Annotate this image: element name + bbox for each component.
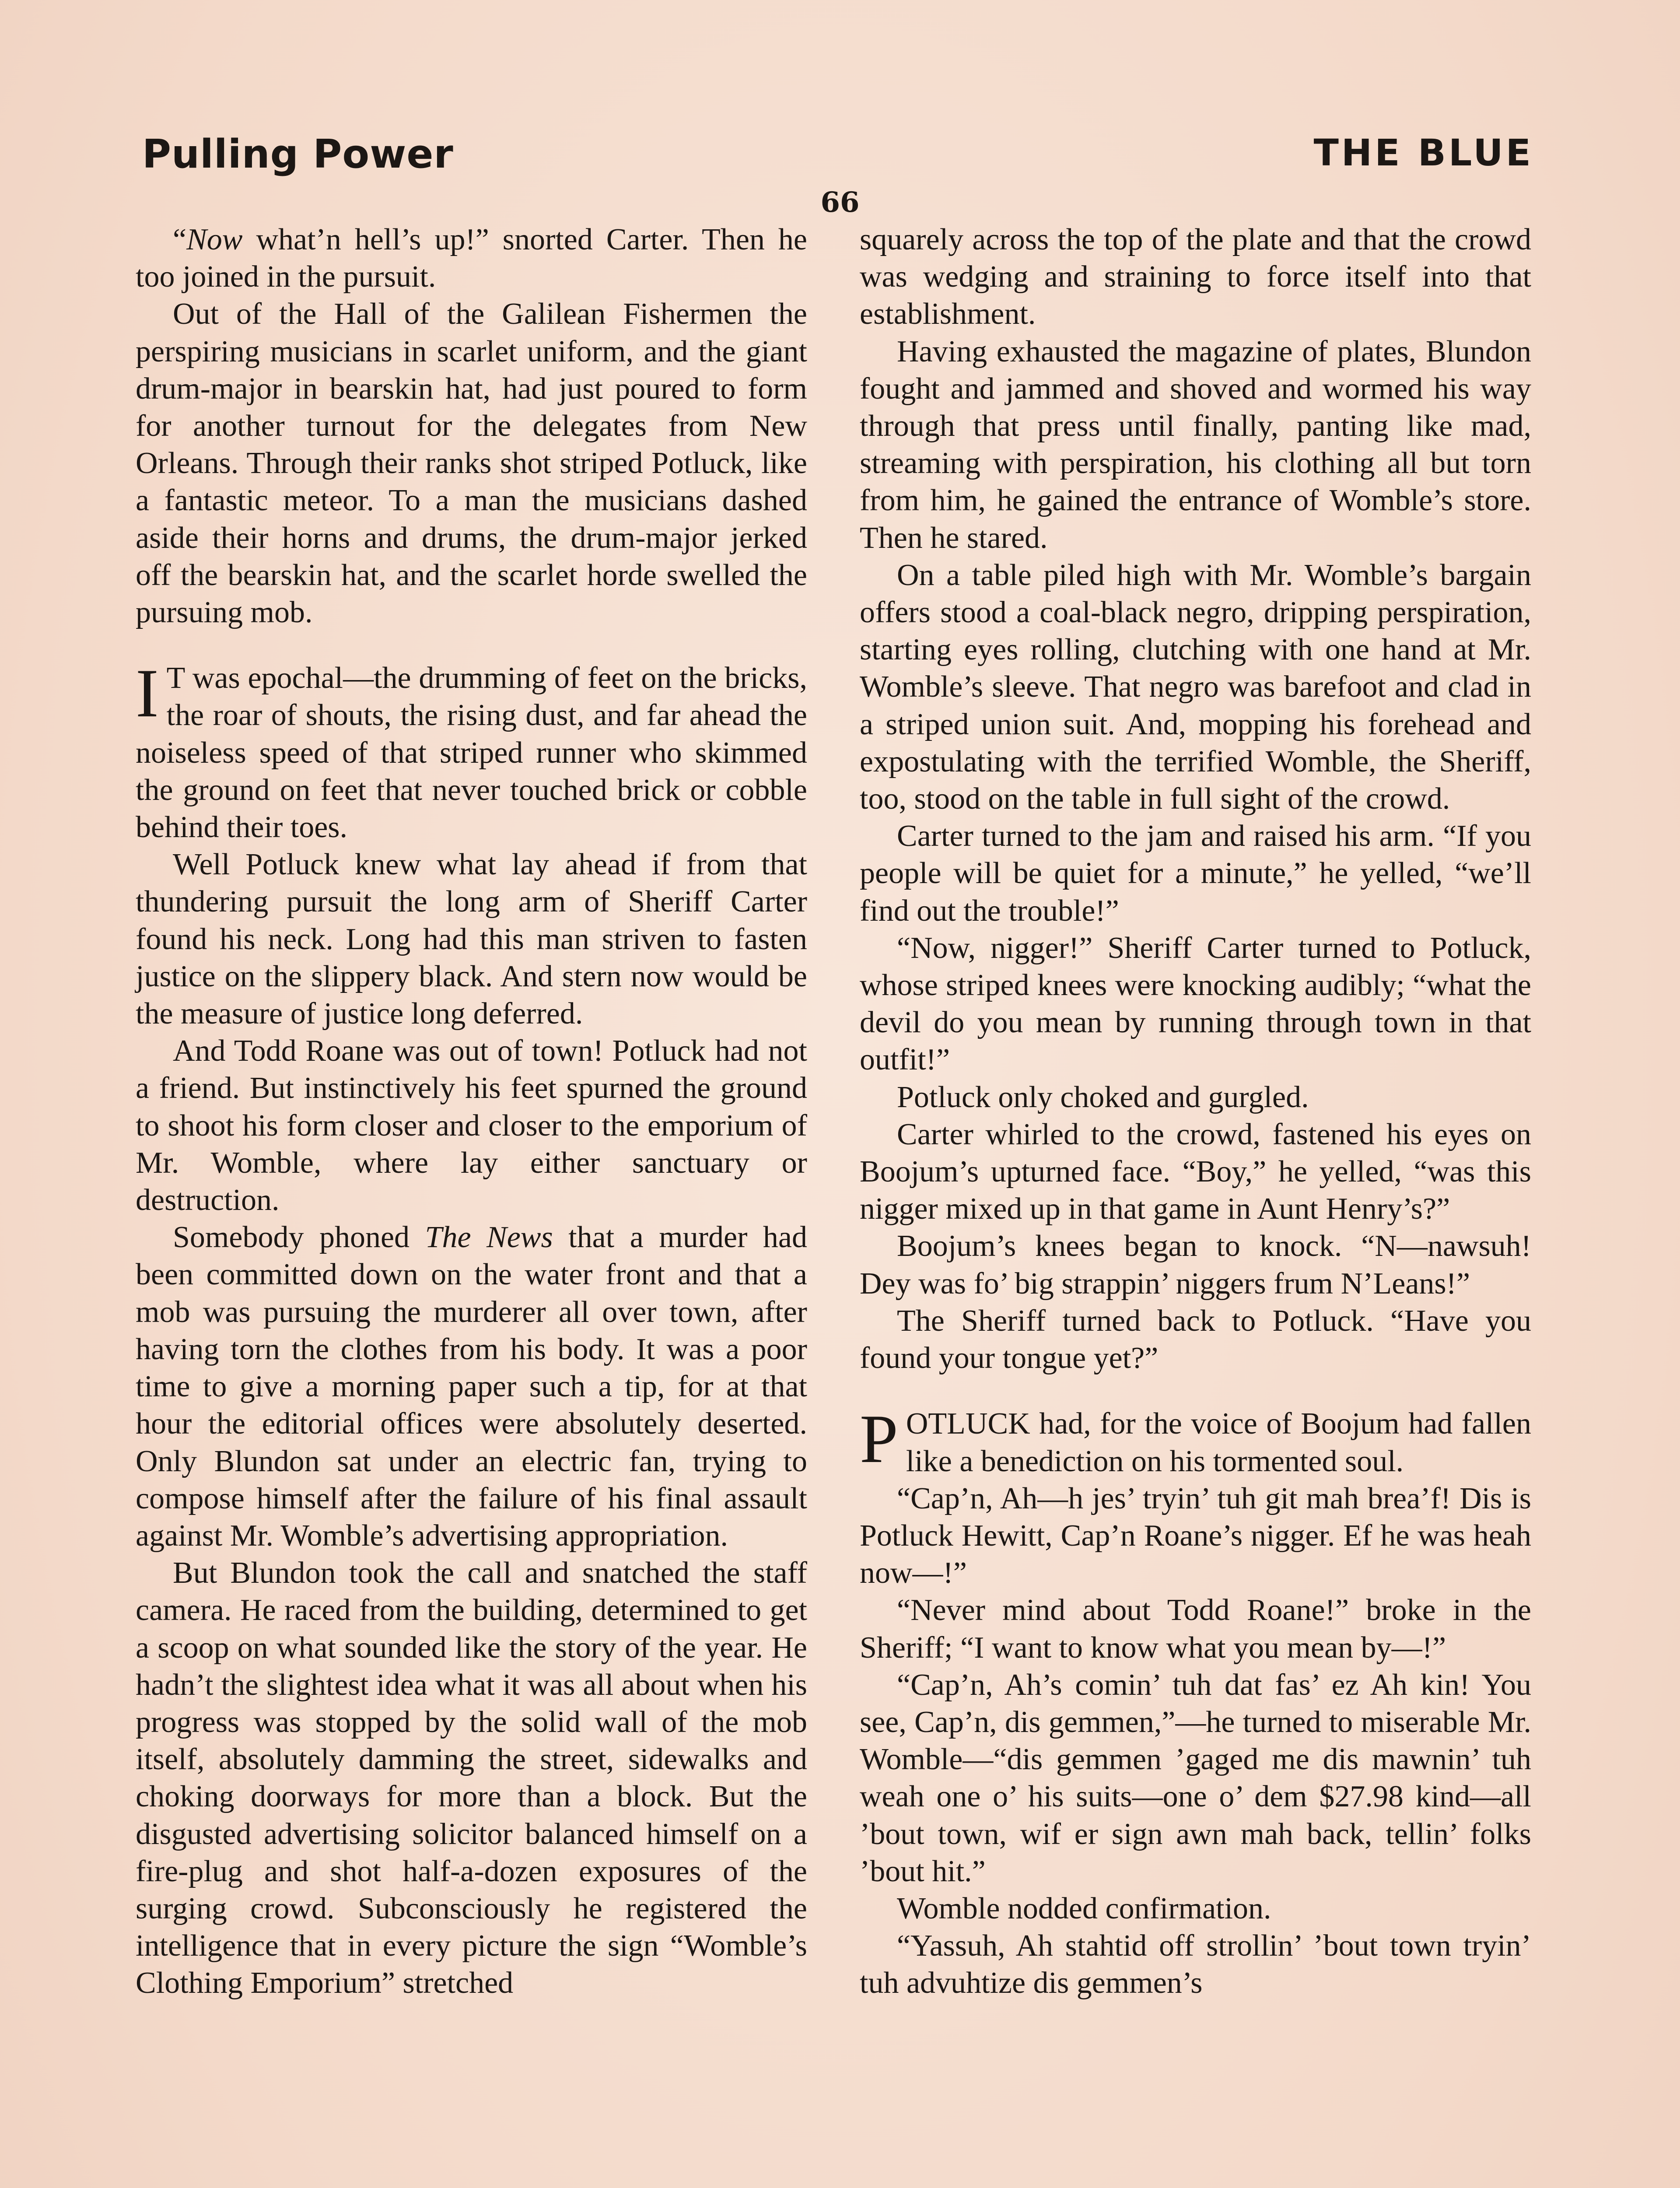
paragraph-text: Somebody phoned: [173, 1220, 425, 1255]
newspaper-title: The News: [425, 1220, 553, 1255]
paragraph: Having exhausted the magazine of plates, Blundon fought and jammed and shoved and wormed his way through that press until finally, panting like mad, streaming with perspiration, his clothing all but torn from him, he gained the entrance of Womble’s store. Then he stared.: [860, 334, 1531, 555]
left-column: [136, 221, 807, 2002]
drop-cap: P: [860, 1401, 898, 1478]
paragraph-text: what’n hell’s up!” snorted Carter. Then he too joined in the pursuit.: [136, 223, 807, 294]
paragraph: “Yassuh, Ah stahtid off strollin’ ’bout town tryin’ tuh advuhtize dis gemmen’s: [860, 1929, 1531, 2000]
paragraph: Boojum’s knees began to knock. “N—nawsuh! Dey was fo’ big strappin’ niggers frum N’Leans!”: [860, 1229, 1531, 1301]
paragraph: Carter whirled to the crowd, fastened his eyes on Boojum’s upturned face. “Boy,” he yelled, “was this nigger mixed up in that game in Aunt Henry’s?”: [860, 1117, 1531, 1226]
paragraph: Out of the Hall of the Galilean Fishermen the perspiring musicians in scarlet uniform, and the giant drum-major in bearskin hat, had just poured to form for another turnout for the delegates from New Orleans. Through their ranks shot striped Potluck, like a fantastic meteor. To a man the musicians dashed aside their horns and drums, the drum-major jerked off the bearskin hat, and the scarlet horde swelled the pursuing mob.: [136, 297, 807, 630]
paragraph: On a table piled high with Mr. Womble’s bargain offers stood a coal-black negro, dripping perspiration, starting eyes rolling, clutching with one hand at Mr. Womble’s sleeve. That negro was barefoot and clad in a striped union suit. And, mopping his forehead and expostulating with the terrified Womble, the Sheriff, too, stood on the table in full sight of the crowd.: [860, 558, 1531, 816]
paragraph: Womble nodded confirmation.: [897, 1891, 1271, 1925]
paragraph-text: OTLUCK had, for the voice of Boojum had fallen like a benediction on his tormented soul.: [906, 1407, 1531, 1478]
emphasis: Now: [186, 223, 243, 256]
page-number: 66: [820, 186, 860, 219]
paragraph: Potluck only choked and gurgled.: [897, 1080, 1309, 1114]
running-head-magazine: THE BLUE: [1313, 131, 1533, 174]
paragraph-text: that a murder had been committed down on the water front and that a mob was pursuing the murderer all over town, after having torn the clothes from his body. It was a poor time to give a morning paper such a tip, for at that hour the editorial offices were absolutely deserted. Only Blundon sat under an electric fan, trying to compose himself after the failure of his final assault against Mr. Womble’s advertising appropriation.: [136, 1220, 807, 1553]
paragraph: And Todd Roane was out of town! Potluck had not a friend. But instinctively his feet spurned the ground to shoot his form closer and closer to the emporium of Mr. Womble, where lay either sanctuary or destruction.: [136, 1034, 807, 1217]
paragraph: The Sheriff turned back to Potluck. “Have you found your tongue yet?”: [860, 1304, 1531, 1375]
paragraph: “Never mind about Todd Roane!” broke in the Sheriff; “I want to know what you mean by—!”: [860, 1593, 1531, 1665]
paragraph-dropcap: [136, 655, 807, 846]
paragraph: [136, 1219, 807, 1554]
paragraph: squarely across the top of the plate and that the crowd was wedging and straining to force itself into that establishment.: [860, 223, 1531, 331]
paragraph: Carter turned to the jam and raised his arm. “If you people will be quiet for a minute,” he yelled, “we’ll find out the trouble!”: [860, 819, 1531, 928]
right-column: [860, 221, 1531, 2002]
paragraph-dropcap: [860, 1401, 1531, 1480]
paragraph: But Blundon took the call and snatched the staff camera. He raced from the building, determined to get a scoop on what sounded like the story of the year. He hadn’t the slightest idea what it was all about when his progress was stopped by the solid wall of the mob itself, absolutely damming the street, sidewalks and choking doorways for more than a block. But the disgusted advertising solicitor balanced himself on a fire-plug and shot half-a-dozen exposures of the surging crowd. Subconsciously he registered the intelligence that in every picture the sign “Womble’s Clothing Emporium” stretched: [136, 1556, 807, 2000]
paragraph: “Cap’n, Ah’s comin’ tuh dat fas’ ez Ah kin! You see, Cap’n, dis gemmen,”—he turned to miserable Mr. Womble—“dis gemmen ’gaged me dis mawnin’ tuh weah one o’ his suits—one o’ dem $27.98 kind—all ’bout town, wif er sign awn mah back, tellin’ folks ’bout hit.”: [860, 1668, 1531, 1888]
running-head-title: Pulling Power: [142, 131, 454, 177]
paragraph: “Now what’n hell’s up!” snorted Carter. Then he too joined in the pursuit.: [136, 223, 807, 294]
paragraph-text: T was epochal—the drumming of feet on the bricks, the roar of shouts, the rising dust, and far ahead the noiseless speed of that striped runner who skimmed the ground on feet that never touched brick or cobble behind their toes.: [136, 661, 807, 845]
drop-cap: I: [136, 655, 159, 732]
paragraph: “Now, nigger!” Sheriff Carter turned to Potluck, whose striped knees were knocking audibly; “what the devil do you mean by running through town in that outfit!”: [860, 931, 1531, 1077]
paragraph: “Cap’n, Ah—h jes’ tryin’ tuh git mah brea’f! Dis is Potluck Hewitt, Cap’n Roane’s nigger. Ef he was heah now—!”: [860, 1481, 1531, 1590]
paragraph: Well Potluck knew what lay ahead if from that thundering pursuit the long arm of Sheriff Carter found his neck. Long had this man striven to fasten justice on the slippery black. And stern now would be the measure of justice long deferred.: [136, 848, 807, 1031]
